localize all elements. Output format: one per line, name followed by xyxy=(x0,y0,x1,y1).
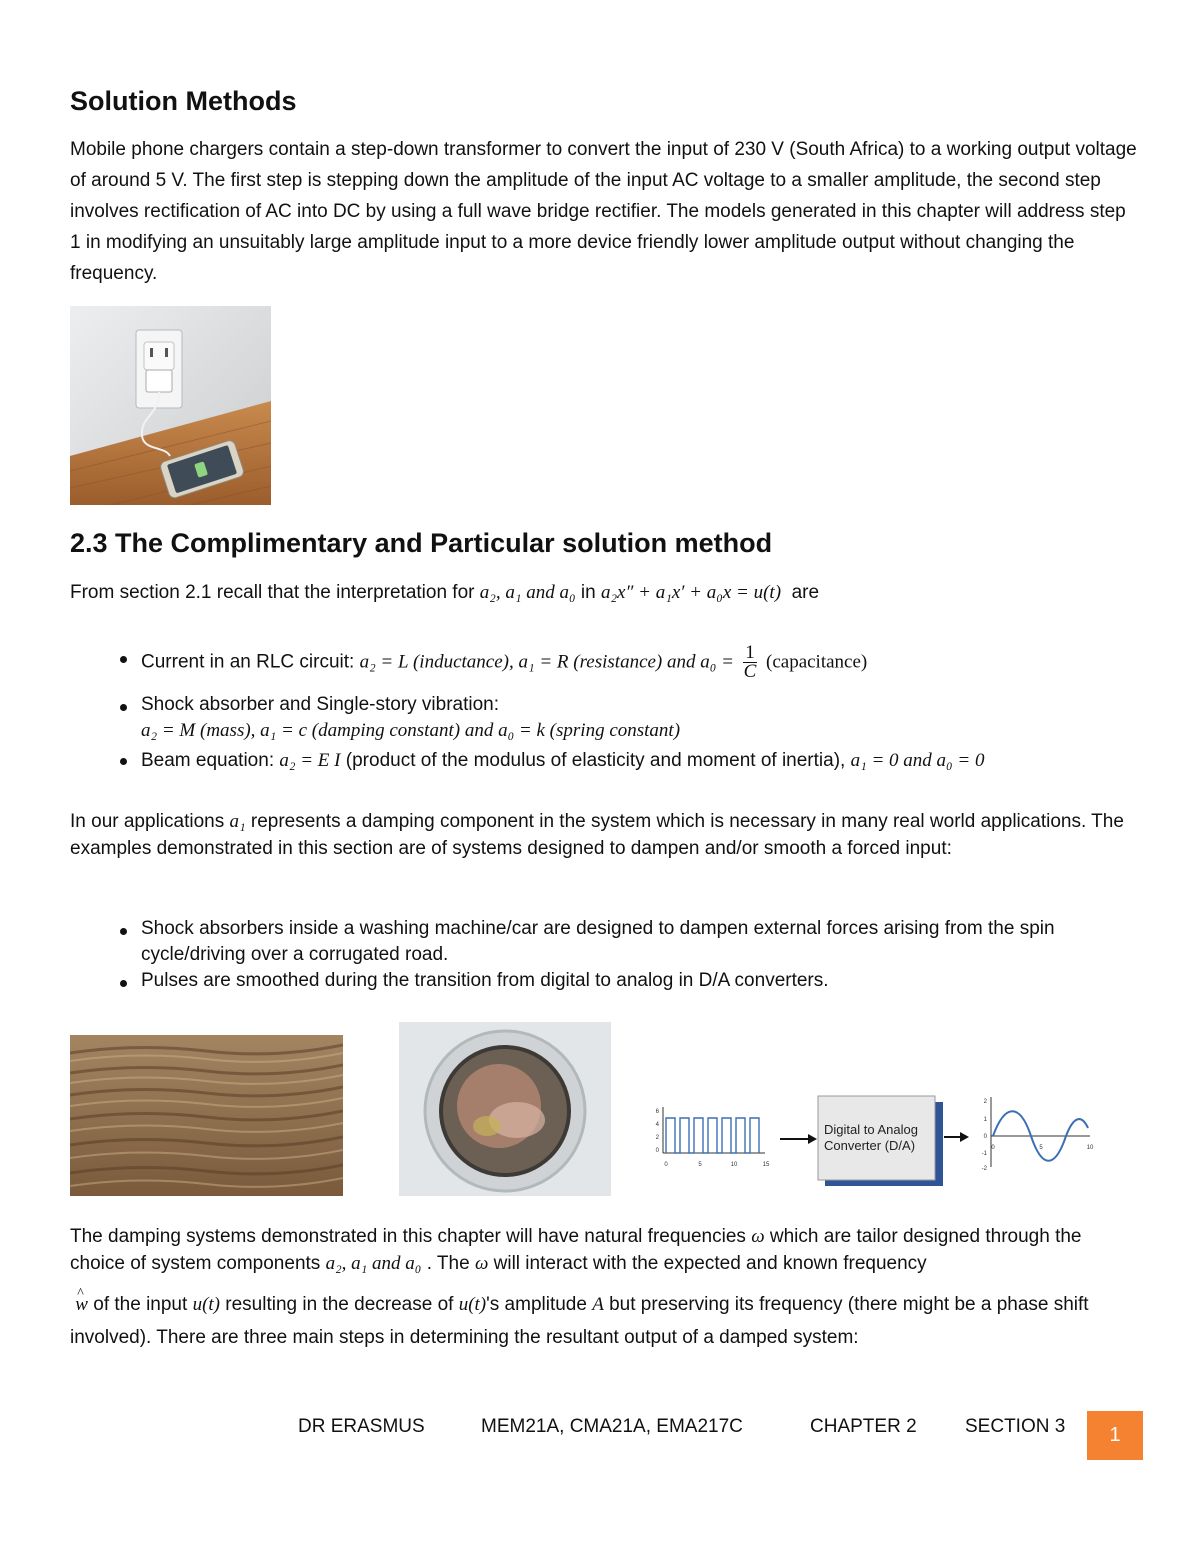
amplitude-symbol: A xyxy=(592,1294,604,1315)
sine-x-tick: 5 xyxy=(1039,1145,1043,1151)
input-arrowhead xyxy=(808,1134,817,1144)
list-item: Pulses are smoothed during the transition from digital to analog in D/A converters. xyxy=(70,968,1110,994)
damping-text: The damping systems demonstrated in this chapter will have natural frequencies xyxy=(70,1226,746,1247)
corrugated-road-photo xyxy=(70,1035,343,1196)
interpretation-text: (product of the modulus of elasticity and moment of inertia), xyxy=(345,750,846,771)
interpretation-math: a₂ = M (mass), a₁ = c (damping constant) and a₀ = k (spring constant) xyxy=(141,720,681,741)
sine-x-tick: 10 xyxy=(1086,1145,1094,1151)
w-hat-symbol: ^ w xyxy=(75,1291,88,1318)
sine-y-tick: 0 xyxy=(983,1134,987,1140)
interpretation-math-post: a₁ = 0 and a₀ = 0 xyxy=(850,750,985,771)
damping-text: resulting in the decrease of xyxy=(225,1294,454,1315)
u-t-symbol: u(t) xyxy=(192,1294,220,1315)
output-arrowhead xyxy=(960,1132,969,1142)
u-t-symbol: u(t) xyxy=(458,1294,487,1315)
differential-equation: a₂x″ + a₁x′ + a₀x = u(t) xyxy=(600,582,782,603)
section-heading-2-3: 2.3 The Complimentary and Particular solution method xyxy=(70,528,773,558)
omega-symbol: ω xyxy=(751,1226,765,1247)
footer-courses: MEM21A, CMA21A, EMA217C xyxy=(481,1416,743,1437)
footer-author: DR ERASMUS xyxy=(298,1416,425,1437)
pulse-y-tick: 4 xyxy=(655,1122,659,1128)
omega-symbol: ω xyxy=(474,1253,489,1274)
da-converter-diagram xyxy=(650,1093,1100,1193)
applications-rest: represents a damping component in the system which is necessary in many real world applications. The examples demonstrated in this section are of systems designed to dampen and/or smooth a forced input: xyxy=(70,811,1124,859)
pulse-y-tick: 2 xyxy=(655,1135,659,1141)
interpretation-math: a₂ = L (inductance), a₁ = R (resistance) and a₀ = xyxy=(359,651,734,673)
interpretation-label: Beam equation: xyxy=(141,750,275,771)
applications-paragraph xyxy=(70,808,1140,862)
interpretation-math-pre: a₂ = E I xyxy=(279,750,341,771)
damping-text: will interact with the expected and known frequency xyxy=(493,1253,927,1274)
page-number: 1 xyxy=(1087,1411,1143,1460)
sine-y-tick: 2 xyxy=(983,1099,987,1105)
phone-charger-photo xyxy=(70,306,271,505)
pulse-y-tick: 6 xyxy=(655,1109,659,1115)
pulse-x-tick: 10 xyxy=(730,1162,738,1168)
sine-y-tick: -1 xyxy=(981,1151,987,1157)
recall-line xyxy=(70,582,819,604)
pulse-x-tick: 15 xyxy=(762,1162,770,1168)
list-item xyxy=(70,692,1170,744)
examples-list xyxy=(70,916,1110,994)
washing-machine-photo xyxy=(399,1022,611,1196)
pulse-y-tick: 0 xyxy=(655,1148,659,1154)
footer-chapter: CHAPTER 2 xyxy=(810,1416,917,1437)
list-item xyxy=(70,746,1170,776)
damping-text: which are tailor designed through the choice of system components xyxy=(70,1226,1082,1274)
interpretation-after: (capacitance) xyxy=(766,651,868,673)
list-item: Shock absorbers inside a washing machine/car are designed to dampen external forces arising from the spin cycle/driving over a corrugated road. xyxy=(70,916,1110,968)
intro-paragraph: Mobile phone chargers contain a step-down transformer to convert the input of 230 V (South Africa) to a working output voltage of around 5 V. The first step is stepping down the amplitude of the input AC voltage to a smaller amplitude, the second step involves rectification of AC into DC by using a full wave bridge rectifier. The models generated in this chapter will address step 1 in modifying an unsuitably large amplitude input to a more device friendly lower amplitude output without changing the frequency. xyxy=(70,139,1137,284)
pulse-x-tick: 5 xyxy=(698,1162,702,1168)
sine-y-tick: -2 xyxy=(981,1166,987,1172)
recall-lead: From section 2.1 recall that the interpretation for xyxy=(70,582,475,603)
interpretation-label: Shock absorber and Single-story vibration: xyxy=(141,694,500,715)
damping-text: 's amplitude xyxy=(486,1294,587,1315)
converter-label-line1: Digital to Analog xyxy=(824,1122,918,1137)
list-item xyxy=(70,644,1170,688)
interpretation-list xyxy=(70,644,1170,776)
recall-in: in xyxy=(580,582,596,603)
damping-text: . The xyxy=(426,1253,470,1274)
coefficient-terms: a₂, a₁ and a₀ xyxy=(479,582,576,603)
converter-label-line2: Converter (D/A) xyxy=(824,1138,916,1153)
recall-tail: are xyxy=(791,582,820,603)
interpretation-label: Current in an RLC circuit: xyxy=(141,651,355,673)
damping-paragraph xyxy=(70,1223,1140,1354)
damping-text: of the input xyxy=(93,1294,188,1315)
component-terms: a₂, a₁ and a₀ xyxy=(325,1253,422,1274)
section-heading-solution-methods: Solution Methods xyxy=(70,86,297,116)
pulse-x-tick: 0 xyxy=(664,1162,668,1168)
digital-pulse-train xyxy=(666,1118,759,1153)
a1-symbol: a₁ xyxy=(229,811,246,832)
sine-y-tick: 1 xyxy=(983,1117,987,1123)
one-over-c-fraction: $\frac{1}{C}$ xyxy=(743,642,757,682)
sine-x-tick: 0 xyxy=(991,1145,995,1151)
footer-section: SECTION 3 xyxy=(965,1416,1066,1437)
damping-text: but preserving its frequency (there might be a phase shift involved). There are three main steps in determining the resultant output of a damped system: xyxy=(70,1294,1089,1348)
applications-lead: In our applications xyxy=(70,811,225,832)
